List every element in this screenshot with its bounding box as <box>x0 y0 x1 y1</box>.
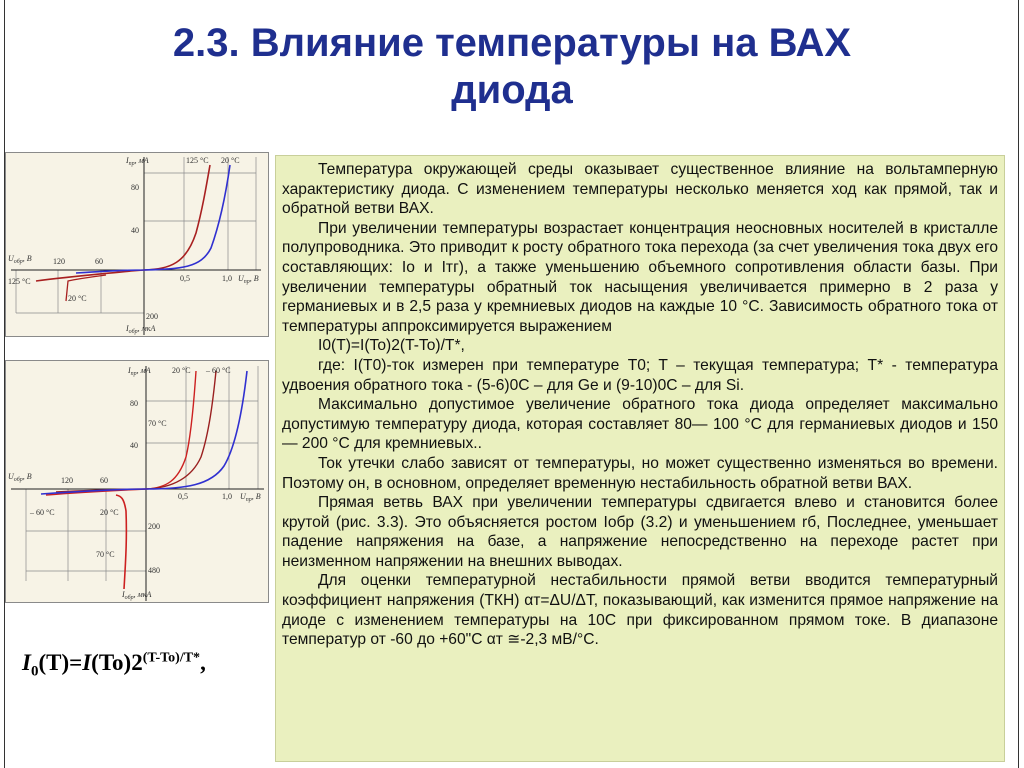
fig1-yneg-label: I <box>126 324 129 333</box>
fig1-tick-10: 1,0 <box>222 274 232 283</box>
svg-text:Iпр, мА: $I_{пр}$, мА <box>128 366 151 377</box>
reverse-current-formula <box>22 650 206 681</box>
fig2-tick-480: 480 <box>148 566 160 575</box>
svg-text:Iпр, мА: $I_{пр}$, мА <box>126 156 149 167</box>
slide-title-line-2: диода <box>451 68 573 112</box>
fig2-temp-20-top: 20 °C <box>172 366 191 375</box>
formula-mid: (T)= <box>38 650 83 675</box>
formula-i0-sub: 0 <box>30 663 39 680</box>
formula-rest: (To)2 <box>91 650 143 675</box>
fig2-temp-70-bottom: 70 °C <box>96 550 115 559</box>
labels-1 <box>8 156 259 335</box>
vax-figure-1 <box>5 152 269 337</box>
formula-exp: (T-To)/T* <box>142 650 201 666</box>
fig2-tick-200: 200 <box>148 522 160 531</box>
formula-i0: I <box>22 650 31 675</box>
fig2-tick-60: 60 <box>100 476 108 485</box>
svg-text:Iобр, мкА: $I_{обр}$, мкА <box>122 590 152 601</box>
fig1-tick-200: 200 <box>146 312 158 321</box>
fig1-tick-05: 0,5 <box>180 274 190 283</box>
fig2-temp-70-mid: 70 °C <box>148 419 167 428</box>
fig2-yneg-label: I <box>122 590 125 599</box>
paragraph-8: Для оценки температурной нестабильности прямой ветви вводится температурный коэффициент напряжения (ТКН) αт=ΔU/ΔT, показывающий, как изменится прямое напряжение на диоде с изменением температуры на 10С при фиксированном прямом токе. В диапазоне температур от -60 до +60"С αт ≅-2,3 мВ/°С. <box>282 572 998 649</box>
fig2-tick-40: 40 <box>130 441 138 450</box>
paragraph-2: При увеличении температуры возрастает концентрация неосновных носителей в кристалле полупроводника. Это приводит к росту обратного тока перехода (за счет увеличения тока двух его составляющих: Iо и Iтг), а также уменьшению объемного сопротивления области базы. При увеличении температуры обратный ток насыщения увеличивается примерно в 2 раза у германиевых и в 2,5 раза у кремниевых диодов на каждые 10 °С. Зависимость обратного тока от температуры аппроксимируется выражением <box>282 219 998 335</box>
svg-text:Uпр, В: $U_{пр}$, В <box>240 492 261 503</box>
fig2-ypos-label: I <box>128 366 131 375</box>
fig2-tick-10: 1,0 <box>222 492 232 501</box>
slide-frame-right <box>1018 0 1019 768</box>
slide-title-line-1: 2.3. Влияние температуры на ВАХ <box>172 21 852 65</box>
formula-i: I <box>82 650 92 675</box>
svg-text:Iобр, мкА: $I_{обр}$, мкА <box>126 324 156 335</box>
paragraph-4: где: I(T0)-ток измерен при температуре T0; T – текущая температура; T* - температура удвоения обратного тока - (5-6)0С – для Ge и (9-10)0С – для Si. <box>282 356 998 394</box>
slide-title <box>0 20 1024 114</box>
vax-curve-20c <box>56 371 216 492</box>
vax-figure-2 <box>5 360 269 603</box>
fig1-xneg-label: U <box>8 254 14 263</box>
grid-1 <box>16 157 256 313</box>
fig2-tick-80: 80 <box>130 399 138 408</box>
svg-text:Uобр, В: $U_{обр}$, В <box>8 254 32 265</box>
fig2-temp-20-left: 20 °C <box>100 508 119 517</box>
vax-figure-2-svg <box>6 361 270 604</box>
fig1-ypos-label: I <box>126 156 129 165</box>
fig1-tick-60: 60 <box>95 257 103 266</box>
fig2-tick-05: 0,5 <box>178 492 188 501</box>
fig2-xpos-label: U <box>240 492 246 501</box>
fig1-temp-125-top: 125 °C <box>186 156 209 165</box>
fig1-tick-120: 120 <box>53 257 65 266</box>
fig1-tick-80: 80 <box>131 183 139 192</box>
paragraph-6: Ток утечки слабо зависят от температуры, но может существенно изменяться во времени. Поэтому он, в основном, определяет временную нестабильность обратной ветви ВАХ. <box>282 454 998 492</box>
fig1-xpos-label: U <box>238 274 244 283</box>
paragraph-5: Максимально допустимое увеличение обратного тока диода определяет максимально допустимую температуру диода, которая составляет 80— 100 °С для германиевых диодов и 150 — 200 °С для кремниевых.. <box>282 396 998 453</box>
svg-text:Uпр, В: $U_{пр}$, В <box>238 274 259 285</box>
vax-figure-1-svg <box>6 153 270 338</box>
paragraph-3: I0(T)=I(To)2(T-To)/T*, <box>318 337 465 355</box>
fig1-temp-125-left: 125 °C <box>8 277 31 286</box>
fig2-xneg-label: U <box>8 472 14 481</box>
paragraph-1: Температура окружающей среды оказывает существенное влияние на вольтамперную характеристику диода. С изменением температуры несколько меняется ход как прямой, так и обратной ветви ВАХ. <box>282 161 998 218</box>
fig2-temp-m60-top: – 60 °C <box>206 366 231 375</box>
paragraph-7: Прямая ветвь ВАХ при увеличении температуры сдвигается влево и становится более крутой (рис. 3.3). Это объясняется ростом Iобр (3.2) и уменьшением rб, Последнее, уменьшает падение напряжения на базе, а напряжение непосредственно на переходе растет при неизменном напряжении на внешних выводах. <box>282 494 998 570</box>
formula-tail: , <box>200 650 206 675</box>
fig2-tick-120: 120 <box>61 476 73 485</box>
explanation-text <box>275 155 1005 762</box>
fig1-temp-20-top: 20 °C <box>221 156 240 165</box>
fig1-tick-40: 40 <box>131 226 139 235</box>
fig1-temp-20-bottom: 20 °C <box>68 294 87 303</box>
svg-text:Uобр, В: $U_{обр}$, В <box>8 472 32 483</box>
fig2-temp-m60-left: – 60 °C <box>30 508 55 517</box>
grid-2 <box>26 366 258 581</box>
